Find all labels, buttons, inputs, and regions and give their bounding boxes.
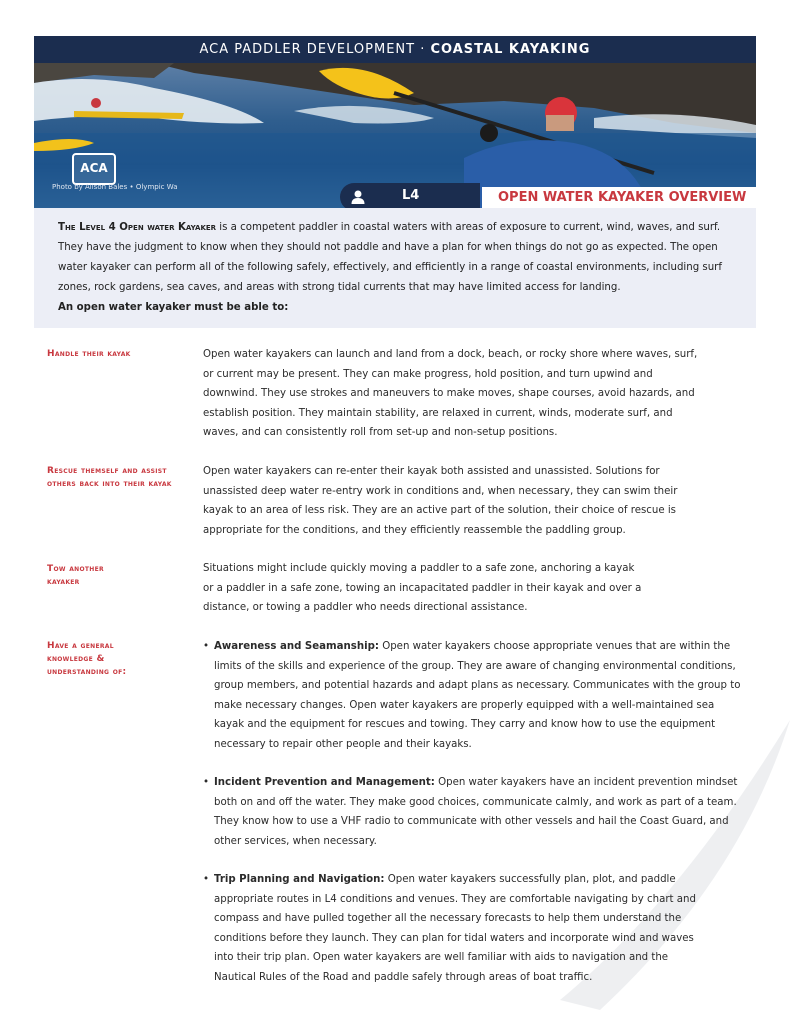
knowledge-bullet	[203, 870, 709, 987]
section-body-knowledge	[203, 637, 743, 987]
aca-logo-text: ACA	[80, 161, 108, 175]
photo-credit: Photo by Alison Bales • Olympic Wa	[52, 183, 178, 191]
header-separator: ·	[415, 42, 431, 57]
section-label-handle-kayak: Handle their kayak	[47, 349, 131, 359]
intro-body: is a competent paddler in coastal waters with areas of exposure to current, wind, waves, and surf. They have the judgment to know when they should not paddle and have a plan for when things do not go as expected. The open water kayaker can perform all of the following safely, effectively, and efficiently in a range of coastal environments, including surf zones, rock gardens, sea caves, and areas with strong tidal currents that may have limited access for landing.	[58, 222, 722, 293]
bullet-text: Open water kayakers have an incident prevention mindset both on and off the water. They make good choices, communicate calmly, and work as part of a team. They know how to use a VHF radio to communicate with other vessels and hail the Coast Guard, and other services, when necessary.	[214, 777, 738, 847]
surf-foam-2	[294, 106, 434, 124]
section-label-knowledge: Have a general knowledge & understanding of:	[47, 641, 127, 677]
section-body-rescue: Open water kayakers can re-enter their kayak both assisted and unassisted. Solutions for unassisted deep water re-entry work in conditions and, when necessary, they can swim their kayak to an area of less risk. They are an active part of the solution, their choice of rescue is appropriate for the conditions, and they efficiently reassemble the paddling group.	[203, 466, 678, 536]
intro-lead: The Level 4 Open water Kayaker	[58, 222, 217, 233]
section-label-tow: Tow another kayaker	[47, 564, 104, 587]
section-body-tow: Situations might include quickly moving a paddler to a safe zone, anchoring a kayak or a paddler in a safe zone, towing an incapacitated paddler in their kayak and over a distance, or towing a paddler who needs directional assistance.	[203, 563, 642, 613]
bullet-title: Trip Planning and Navigation:	[214, 874, 385, 885]
bullet-title: Awareness and Seamanship:	[214, 641, 379, 652]
intro-closing: An open water kayaker must be able to:	[58, 302, 289, 313]
overview-title: OPEN WATER KAYAKER OVERVIEW	[482, 187, 756, 209]
section-label-rescue: Rescue themself and assist others back into their kayak	[47, 466, 172, 489]
knowledge-bullet	[203, 637, 743, 754]
user-icon	[350, 189, 366, 205]
header-prefix: ACA PADDLER DEVELOPMENT	[199, 42, 416, 57]
knowledge-bullet	[203, 773, 743, 851]
level-badge	[340, 183, 480, 211]
aca-logo	[72, 153, 116, 185]
level-label: L4	[402, 188, 420, 203]
bullet-title: Incident Prevention and Management:	[214, 777, 435, 788]
paddler-glove	[480, 124, 498, 142]
bullet-text: Open water kayakers choose appropriate venues that are within the limits of the skills and experience of the group. They are aware of changing environmental conditions, group members, and potential hazards and adapt plans as necessary. Communicates with the group to make necessary changes. Open water kayakers are properly equipped with a well-maintained sea kayak and the equipment for rescues and towing. They carry and know how to use the equipment necessary to repair other people and their kayaks.	[214, 641, 741, 750]
paddler-background	[91, 98, 101, 108]
section-body-handle-kayak: Open water kayakers can launch and land from a dock, beach, or rocky shore where waves, surf, or current may be present. They can make progress, hold position, and turn upwind and downwind. They use strokes and maneuvers to make moves, shape courses, avoid hazards, and establish position. They maintain stability, are relaxed in current, winds, moderate surf, and waves, and can consistently roll from set-up and non-setup positions.	[203, 349, 698, 438]
paddler-face	[546, 115, 574, 131]
header-program: COASTAL KAYAKING	[430, 42, 591, 57]
intro-text	[58, 218, 734, 318]
bullet-text: Open water kayakers successfully plan, plot, and paddle appropriate routes in L4 conditions and venues. They are comfortable navigating by chart and compass and have pulled together all the necessary forecasts to help them understand the conditions before they launch. They can plan for tidal waters and incorporate wind and waves into their trip plan. Open water kayakers are well familiar with aids to navigation and the Nautical Rules of the Road and paddle safely through areas of boat traffic.	[214, 874, 696, 983]
page-header	[34, 36, 756, 63]
